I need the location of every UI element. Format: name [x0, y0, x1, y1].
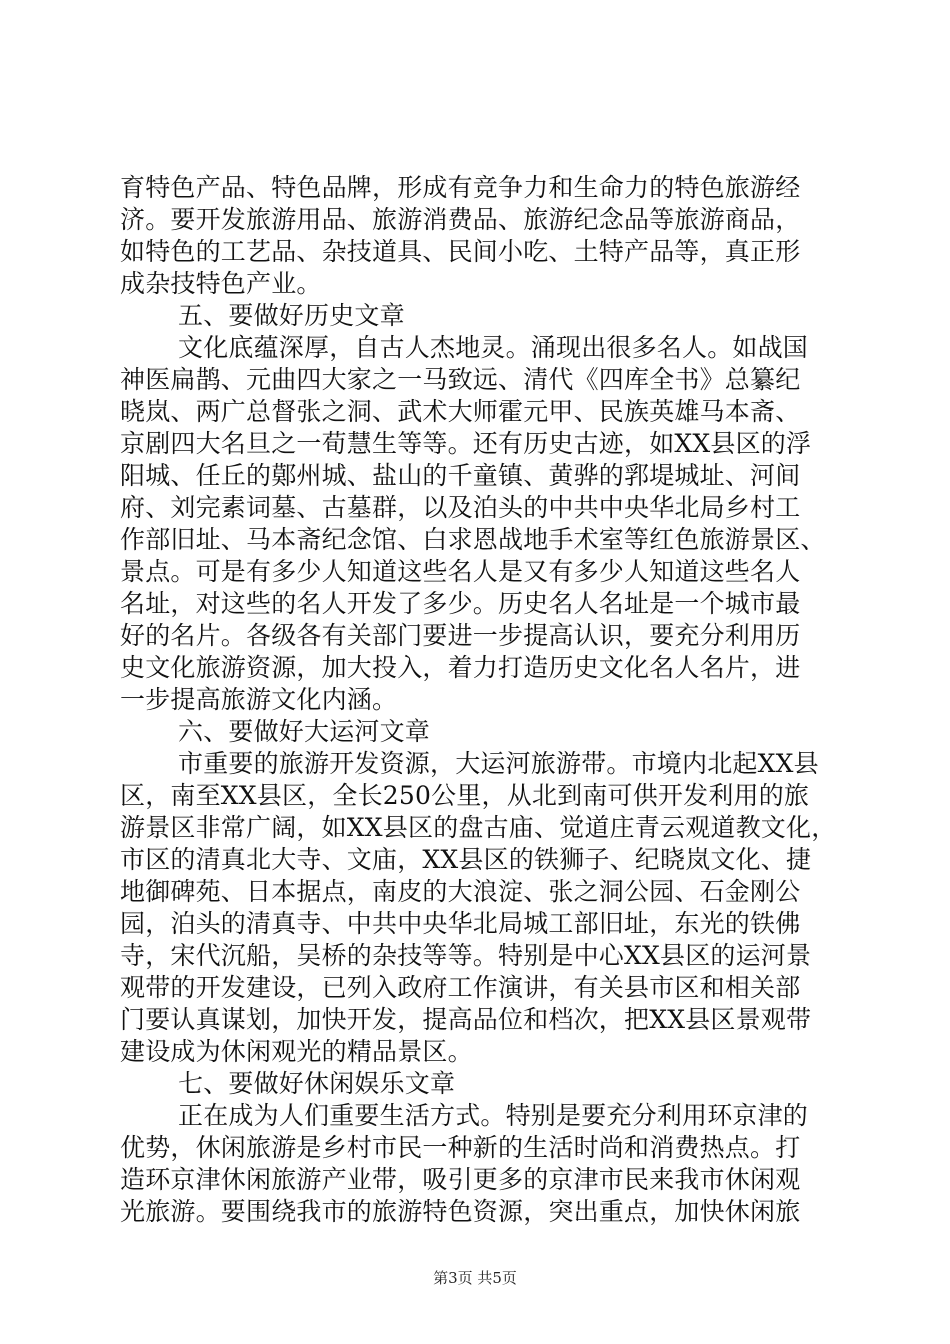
- text-line: 市区的清真北大寺、文庙，XX县区的铁狮子、纪晓岚文化、捷: [120, 845, 812, 874]
- page-footer: [0, 1268, 950, 1288]
- text-line: 文化底蕴深厚，自古人杰地灵。涌现出很多名人。如战国: [178, 333, 809, 362]
- text-line: 景点。可是有多少人知道这些名人是又有多少人知道这些名人: [120, 557, 801, 586]
- text-line: 京剧四大名旦之一荀慧生等等。还有历史古迹，如XX县区的浮: [120, 429, 812, 458]
- text-line: 正在成为人们重要生活方式。特别是要充分利用环京津的: [178, 1101, 809, 1130]
- text-line: 七、要做好休闲娱乐文章: [178, 1069, 456, 1098]
- text-line: 区，南至XX县区，全长250公里，从北到南可供开发利用的旅: [120, 781, 810, 810]
- document-body: [120, 172, 840, 1228]
- text-line: 成杂技特色产业。: [120, 269, 322, 298]
- text-line: 地御碑苑、日本据点，南皮的大浪淀、张之洞公园、石金刚公: [120, 877, 801, 906]
- text-line: 光旅游。要围绕我市的旅游特色资源，突出重点，加快休闲旅: [120, 1197, 801, 1226]
- page-number: 第3页 共5页: [433, 1269, 517, 1287]
- text-line: 五、要做好历史文章: [178, 301, 405, 330]
- text-line: 六、要做好大运河文章: [178, 717, 431, 746]
- text-line: 好的名片。各级各有关部门要进一步提高认识，要充分利用历: [120, 621, 801, 650]
- text-line: 名址，对这些的名人开发了多少。历史名人名址是一个城市最: [120, 589, 801, 618]
- text-line: 造环京津休闲旅游产业带，吸引更多的京津市民来我市休闲观: [120, 1165, 801, 1194]
- text-line: 作部旧址、马本斋纪念馆、白求恩战地手术室等红色旅游景区、: [120, 525, 826, 554]
- text-line: 晓岚、两广总督张之洞、武术大师霍元甲、民族英雄马本斋、: [120, 397, 801, 426]
- text-line: 游景区非常广阔，如XX县区的盘古庙、觉道庄青云观道教文化，: [120, 813, 837, 842]
- text-line: 育特色产品、特色品牌，形成有竞争力和生命力的特色旅游经: [120, 173, 801, 202]
- text-line: 市重要的旅游开发资源，大运河旅游带。市境内北起XX县: [178, 749, 819, 778]
- text-line: 阳城、任丘的鄚州城、盐山的千童镇、黄骅的郛堤城址、河间: [120, 461, 801, 490]
- text-line: 济。要开发旅游用品、旅游消费品、旅游纪念品等旅游商品，: [120, 205, 801, 234]
- text-line: 史文化旅游资源，加大投入，着力打造历史文化名人名片，进: [120, 653, 801, 682]
- text-line: 如特色的工艺品、杂技道具、民间小吃、土特产品等，真正形: [120, 237, 801, 266]
- text-line: 一步提高旅游文化内涵。: [120, 685, 398, 714]
- text-line: 园，泊头的清真寺、中共中央华北局城工部旧址，东光的铁佛: [120, 909, 801, 938]
- text-line: 寺，宋代沉船，吴桥的杂技等等。特别是中心XX县区的运河景: [120, 941, 812, 970]
- text-line: 神医扁鹊、元曲四大家之一马致远、清代《四库全书》总纂纪: [120, 365, 801, 394]
- text-line: 观带的开发建设，已列入政府工作演讲，有关县市区和相关部: [120, 973, 801, 1002]
- text-line: 建设成为休闲观光的精品景区。: [120, 1037, 473, 1066]
- text-line: 优势，休闲旅游是乡村市民一种新的生活时尚和消费热点。打: [120, 1133, 801, 1162]
- text-line: 府、刘完素词墓、古墓群，以及泊头的中共中央华北局乡村工: [120, 493, 801, 522]
- text-line: 门要认真谋划，加快开发，提高品位和档次，把XX县区景观带: [120, 1005, 812, 1034]
